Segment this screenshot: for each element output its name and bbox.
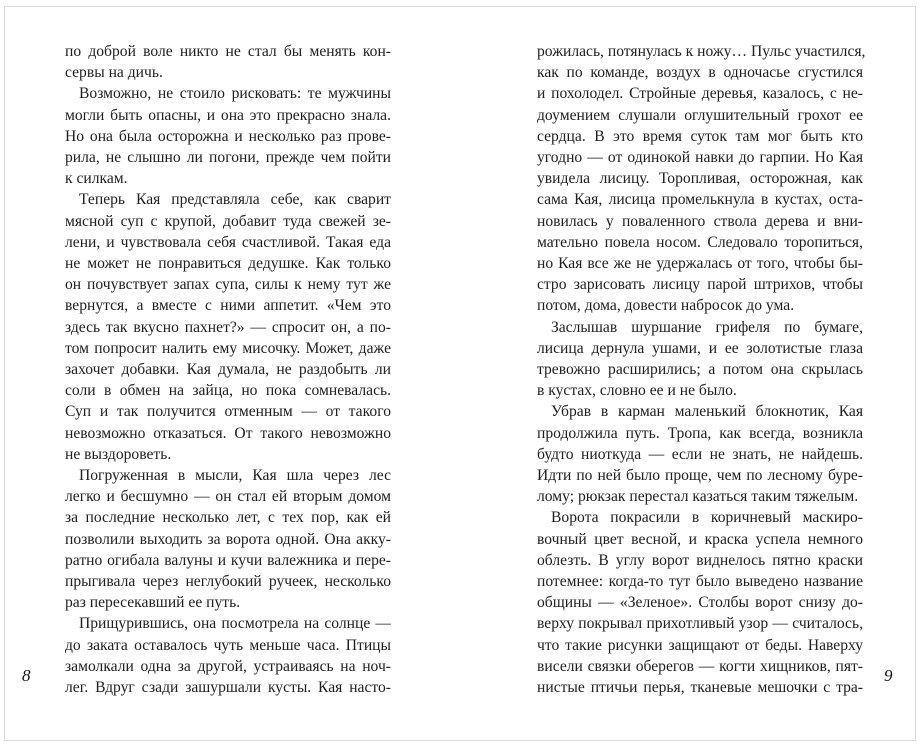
text-line: стро зарисовать лисицу парой штрихов, чтобы	[537, 276, 863, 294]
text-line: Ворота покрасили в коричневый маскиро-	[551, 509, 863, 527]
text-line: здесь так вкусно пахнет?» — спросит он, а по-	[65, 318, 391, 336]
text-line: Теперь Кая представляла себе, как сварит	[79, 191, 391, 209]
text-line: захочет добавки. Кая думала, не раздобыть ли	[65, 361, 391, 379]
text-line: невозможно отказаться. От такого невозможно	[65, 424, 391, 442]
text-line: Погруженная в мысли, Кая шла через лес	[79, 467, 391, 485]
text-line: висели связки оберегов — когти хищников, пят-	[537, 657, 863, 675]
text-line: Убрав в карман маленький блокнотик, Кая	[551, 403, 863, 421]
text-line: лег. Вдруг сзади зашуршали кусты. Кая насто-	[65, 679, 391, 697]
paragraph	[537, 401, 863, 507]
text-line: Возможно, не стоило рисковать: те мужчины	[79, 85, 391, 103]
text-line: не выздороветь.	[65, 445, 172, 463]
paragraph	[65, 83, 391, 189]
text-line: сама Кая, лисица промелькнула в кустах, оста-	[537, 191, 863, 209]
left-page-number: 8	[22, 666, 31, 685]
book-spread	[4, 6, 916, 741]
text-line: ратно огибала валуны и кучи валежника и пере-	[65, 551, 391, 569]
text-line: но Кая все же не удержалась от того, чтобы бы-	[537, 255, 863, 273]
paragraph	[537, 507, 863, 698]
text-line: в кустах, словно ее и не было.	[537, 382, 737, 400]
text-line: замолкали одна за другой, устраиваясь на ноч-	[65, 657, 391, 675]
text-line: сервы на дичь.	[65, 64, 163, 82]
text-line: верху покрывал прихотливый узор — считалось,	[537, 615, 863, 633]
paragraph	[65, 613, 391, 698]
text-line: Заслышав шуршание грифеля по бумаге,	[551, 318, 863, 336]
text-line: рожилась, потянулась к ножу… Пульс участился,	[537, 43, 866, 60]
text-line: потемнее: когда-то тут было выведено название	[537, 573, 863, 591]
right-page	[537, 41, 866, 698]
text-line: лени, и чувствовала себя счастливой. Такая еда	[65, 233, 391, 251]
text-line: Но она была осторожна и несколько раз прове-	[65, 127, 391, 145]
text-line: новилась у поваленного ствола дерева и вни-	[537, 212, 863, 230]
text-line: соли в обмен на зайца, но пока сомневалась.	[65, 382, 391, 400]
text-line: вернутся, а вместе с ними аппетит. «Чем это	[65, 297, 391, 315]
paragraph	[537, 41, 866, 317]
text-line: и похолодел. Стройные деревья, казалось, с не-	[537, 85, 863, 103]
text-line: до заката оставалось чуть меньше часа. Птицы	[65, 636, 391, 654]
text-line: лисица дернула ушами, и ее золотистые глаза	[537, 339, 863, 357]
text-line: не может не понравиться дедушке. Как только	[65, 255, 391, 273]
text-line: будто ниоткуда — если не знать, не найдешь.	[537, 445, 863, 463]
text-line: тревожно расширились; а потом она скрылась	[537, 361, 863, 379]
text-line: доумением слушали оглушительный грохот ее	[537, 106, 863, 124]
text-line: потом, дома, довести набросок до ума.	[537, 297, 795, 315]
right-page-number: 9	[884, 666, 893, 685]
text-line: продолжила путь. Тропа, как всегда, возникла	[537, 424, 863, 442]
text-line: раз пересекавший ее путь.	[65, 594, 241, 612]
text-line: мательно повела носом. Следовало торопиться,	[537, 233, 863, 251]
text-line: Суп и так получится отменным — от такого	[65, 403, 391, 421]
text-line: прыгивала через неглубокий ручеек, несколько	[65, 573, 391, 591]
text-line: Идти по ней было проще, чем по лесному буре-	[537, 467, 863, 485]
paragraph	[65, 465, 391, 613]
text-line: как по команде, воздух в одночасье сгустился	[537, 64, 863, 82]
text-line: Прищурившись, она посмотрела на солнце —	[79, 615, 391, 633]
text-line: сердца. В это время суток там мог быть кто	[537, 127, 863, 145]
paragraph	[537, 317, 863, 402]
text-line: могли быть опасны, и она это прекрасно знала.	[65, 106, 391, 124]
text-line: позволили выходить за ворота одной. Она акку-	[65, 530, 391, 548]
text-line: по доброй воле никто не стал бы менять кон-	[65, 43, 391, 60]
text-line: увидела лисицу. Торопливая, осторожная, как	[537, 170, 863, 188]
paragraph	[65, 189, 391, 465]
text-line: к силкам.	[65, 170, 128, 188]
text-line: за последние несколько лет, с тех пор, как ей	[65, 509, 391, 527]
text-line: он почувствует запах супа, силы к нему тут же	[65, 276, 391, 294]
text-line: облезть. В углу ворот виднелось пятно краски	[537, 551, 863, 569]
left-page	[65, 41, 391, 698]
text-line: вочный цвет весной, и краска успела немного	[537, 530, 863, 548]
text-line: нистые птичьи перья, тканевые мешочки с тра-	[537, 679, 863, 697]
text-line: легко и бесшумно — он стал ей вторым домом	[65, 488, 391, 506]
text-line: том попросит налить ему мисочку. Может, даже	[65, 339, 391, 357]
text-line: угодно — от одинокой навки до гарпии. Но Кая	[537, 149, 863, 167]
text-line: лому; рюкзак перестал казаться таким тяжелым.	[537, 488, 859, 506]
text-line: рила, не слышно ли погони, прежде чем пойти	[65, 149, 391, 167]
paragraph	[65, 41, 391, 83]
text-line: что такие рисунки защищают от беды. Наверху	[537, 636, 863, 654]
text-line: мясной суп с крупой, добавит туда свежей зе-	[65, 212, 391, 230]
text-line: общины — «Зеленое». Столбы ворот снизу до-	[537, 594, 863, 612]
